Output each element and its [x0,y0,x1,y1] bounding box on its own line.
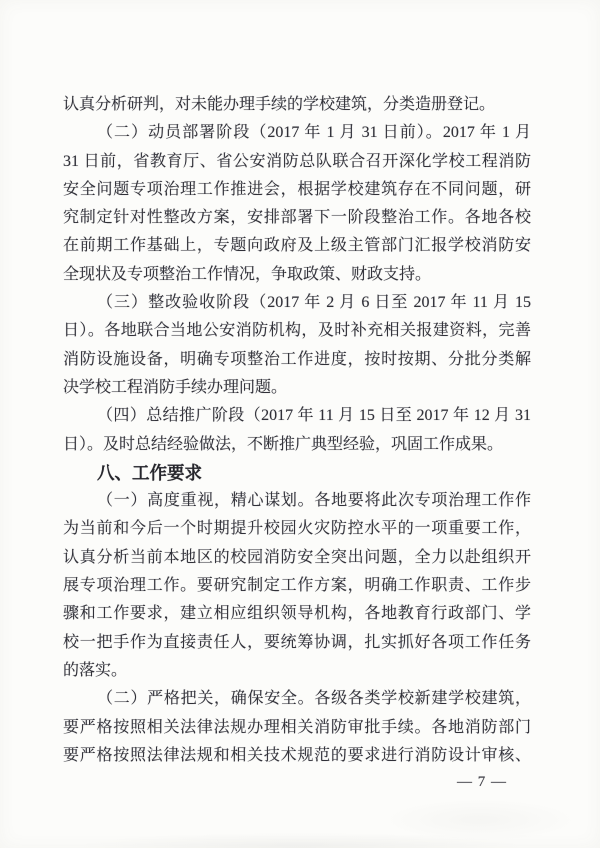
document-line: 为当前和今后一个时期提升校园火灾防控水平的一项重要工作， [63,520,531,538]
document-line: 认真分析当前本地区的校园消防安全突出问题，全力以赴组织开 [63,548,531,566]
document-line: 安全问题专项治理工作推进会，根据学校建筑存在不同问题，研 [63,180,531,198]
document-line: 校一把手作为直接责任人，要统筹协调，扎实抓好各项工作任务 [63,633,531,651]
document-line: 认真分析研判，对未能办理手续的学校建筑，分类造册登记。 [63,96,496,113]
document-line: 全现状及专项整治工作情况，争取政策、财政支持。 [63,265,432,283]
document-line: （四）总结推广阶段（2017 年 11 月 15 日至 2017 年 12 月 31 [97,407,531,425]
page-number: — 7 — [457,774,507,790]
document-line: 消防设施设备，明确专项整治工作进度，按时按期、分批分类解 [63,350,531,368]
document-line: 日）。各地联合当地公安消防机构，及时补充相关报建资料，完善 [63,322,531,340]
document-line: 要严格按照相关法律法规办理相关消防审批手续。各地消防部门 [63,718,531,736]
document-line: 的落实。 [63,661,128,679]
document-line: 要严格按照法律法规和相关技术规范的要求进行消防设计审核、 [63,746,531,764]
document-body [63,91,531,770]
document-line: 在前期工作基础上，专题向政府及上级主管部门汇报学校消防安 [63,237,531,255]
document-line: 日）。及时总结经验做法，不断推广典型经验，巩固工作成果。 [63,435,504,453]
document-line: （三）整改验收阶段（2017 年 2 月 6 日至 2017 年 11 月 15 [97,294,531,312]
document-line: 究制定针对性整改方案，安排部署下一阶段整治工作。各地各校 [63,209,531,227]
page-footer [0,773,507,791]
document-line: （二）严格把关，确保安全。各级各类学校新建学校建筑， [97,690,531,708]
document-line: 31 日前，省教育厅、省公安消防总队联合召开深化学校工程消防 [63,152,531,170]
document-line: 骤和工作要求，建立相应组织领导机构，各地教育行政部门、学 [63,605,531,623]
document-line: 展专项治理工作。要研究制定工作方案，明确工作职责、工作步 [63,577,531,595]
document-line: 决学校工程消防手续办理问题。 [63,378,288,396]
section-heading: 八、工作要求 [97,462,202,483]
document-line: （二）动员部署阶段（2017 年 1 月 31 日前）。2017 年 1 月 [97,124,531,142]
document-line: （一）高度重视，精心谋划。各地要将此次专项治理工作作 [97,492,531,510]
